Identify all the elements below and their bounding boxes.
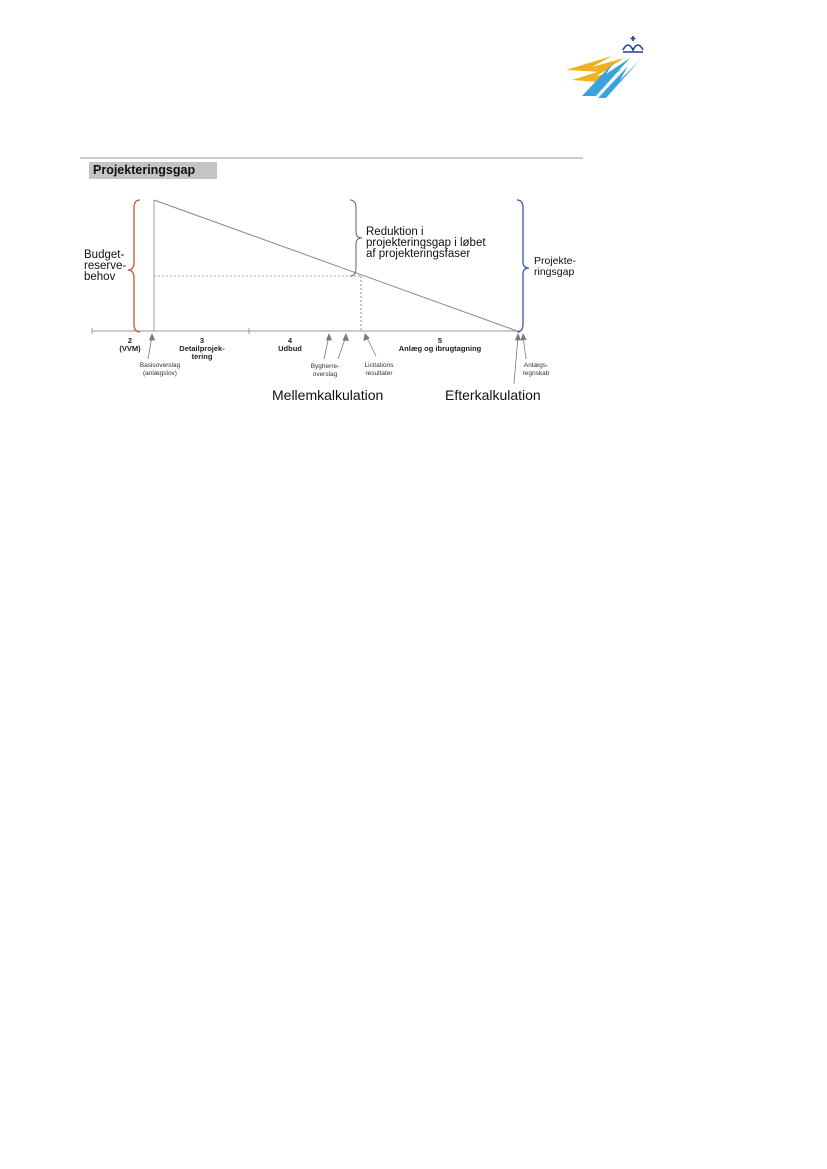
phase-name: Detailprojek- — [179, 344, 225, 353]
bygherre-arrow-head — [327, 334, 332, 340]
milestone-text: Anlægs- — [523, 362, 549, 369]
phase-number: 4 — [287, 336, 293, 345]
regnskab-arrow-head — [521, 334, 526, 340]
phase-4 — [270, 337, 310, 353]
milestone-anlaegsregnskab — [516, 362, 556, 377]
budget-label-line: reserve- — [84, 260, 127, 272]
milestone-text: Licitations — [364, 362, 394, 369]
projekteringsgap-brace — [517, 200, 529, 332]
reduction-label-line: af projekteringsfaser — [366, 248, 471, 260]
phase-5 — [380, 337, 500, 353]
milestone-licitationsresultater — [356, 362, 402, 377]
bygherre-arrow-2-head — [343, 334, 349, 341]
milestone-text: resultater — [365, 369, 393, 377]
efterkalkulation-label: Efterkalkulation — [445, 387, 541, 403]
phase-name: Anlæg og ibrugtagning — [398, 344, 482, 353]
phase-number: 3 — [199, 336, 205, 345]
projekteringsgap-label — [534, 256, 576, 278]
projekteringsgap-diagram — [80, 154, 583, 416]
reduction-label-line: Reduktion i — [366, 226, 424, 238]
phase-name: Udbud — [278, 344, 302, 353]
basis-arrow-head — [150, 334, 155, 340]
milestone-basisoverslag — [128, 362, 192, 377]
efter-arrow-head — [516, 334, 521, 340]
phase-name: (VVM) — [119, 344, 141, 353]
budget-label-line: behov — [84, 271, 116, 283]
mellemkalkulation-label: Mellemkalkulation — [272, 387, 384, 403]
licitation-arrow-head — [364, 334, 369, 341]
milestone-text: overslag — [312, 370, 338, 378]
milestone-text: (anlægslov) — [143, 369, 177, 377]
vejdirektoratet-logo-icon — [562, 36, 652, 98]
milestone-text: Bygherre- — [310, 363, 340, 370]
gap-label-line: Projekte- — [534, 255, 577, 267]
phase-2 — [110, 337, 150, 353]
figure-title: Projekteringsgap — [93, 163, 196, 177]
milestone-text: Basisoverslag — [139, 362, 181, 369]
budget-reserve-brace — [128, 200, 140, 332]
reduction-label-line: projekteringsgap i løbet — [366, 237, 486, 249]
gap-diagonal-line — [154, 200, 520, 332]
budget-label-line: Budget- — [84, 249, 125, 261]
gap-label-line: ringsgap — [534, 266, 575, 278]
phase-name: tering — [191, 352, 213, 361]
phase-number: 2 — [127, 336, 133, 345]
reduction-label — [366, 227, 486, 260]
budget-reserve-label — [84, 250, 126, 283]
milestone-bygherreoverslag — [302, 363, 348, 378]
reduction-brace — [350, 200, 362, 276]
milestone-text: regnskab — [522, 369, 550, 377]
phase-number: 5 — [437, 336, 443, 345]
phase-3 — [172, 337, 232, 361]
